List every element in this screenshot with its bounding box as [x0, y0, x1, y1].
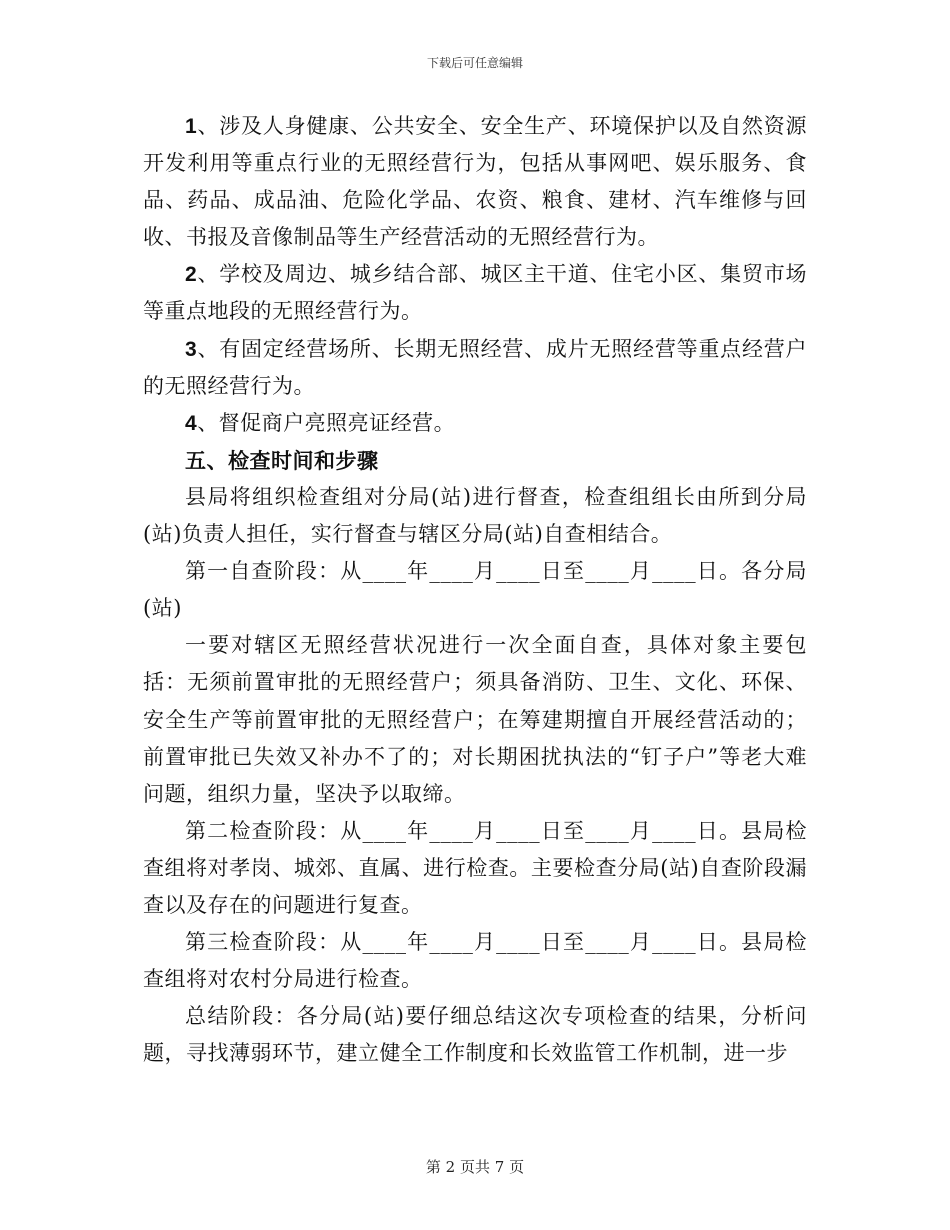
paragraph-summary: 总结阶段：各分局(站)要仔细总结这次专项检查的结果，分析问题，寻找薄弱环节，建立健全工作制度和长效监管工作机制，进一步: [143, 1004, 807, 1066]
paragraph-text: 、学校及周边、城乡结合部、城区主干道、住宅小区、集贸市场等重点地段的无照经营行为。: [143, 262, 807, 324]
paragraph-item-1: [143, 108, 807, 256]
page-header: 下载后可任意编辑: [426, 56, 523, 70]
item-number: 4: [185, 411, 198, 435]
section-heading: 五、检查时间和步骤: [185, 447, 379, 473]
paragraph-stage-three: 第三检查阶段：从____年____月____日至____月____日。县局检查组将对农村分局进行检查。: [143, 930, 807, 992]
paragraph-stage-two: 第二检查阶段：从____年____月____日至____月____日。县局检查组将对孝岗、城郊、直属、进行检查。主要检查分局(站)自查阶段漏查以及存在的问题进行复查。: [143, 818, 807, 917]
item-number: 1: [185, 115, 198, 138]
paragraph-stage-one-detail: 一要对辖区无照经营状况进行一次全面自查，具体对象主要包括：无须前置审批的无照经营户；须具备消防、卫生、文化、环保、安全生产等前置审批的无照经营户；在筹建期擅自开展经营活动的；前置审批已失效又补办不了的；对长期困扰执法的“钉子户”等老大难问题，组织力量，坚决予以取缔。: [143, 633, 807, 806]
paragraph-item-3: [143, 331, 807, 405]
document-body: [143, 108, 807, 1072]
paragraph-text: 、有固定经营场所、长期无照经营、成片无照经营等重点经营户的无照经营行为。: [143, 336, 807, 398]
paragraph-text: 、督促商户亮照亮证经营。: [197, 410, 456, 435]
item-number: 2: [185, 263, 198, 287]
item-number: 3: [185, 337, 198, 361]
paragraph-text: 、涉及人身健康、公共安全、安全生产、环境保护以及自然资源开发利用等重点行业的无照经营行为，包括从事网吧、娱乐服务、食品、药品、成品油、危险化学品、农资、粮食、建材、汽车维修与回收、书报及音像制品等生产经营活动的无照经营行为。: [143, 114, 807, 250]
paragraph-item-4: [143, 405, 807, 442]
paragraph-item-2: [143, 256, 807, 330]
paragraph-stage-one: 第一自查阶段：从____年____月____日至____月____日。各分局(站): [143, 559, 807, 621]
page-footer: 第 2 页共 7 页: [425, 1158, 525, 1176]
paragraph-supervision: 县局将组织检查组对分局(站)进行督查，检查组组长由所到分局(站)负责人担任，实行督查与辖区分局(站)自查相结合。: [143, 484, 807, 547]
